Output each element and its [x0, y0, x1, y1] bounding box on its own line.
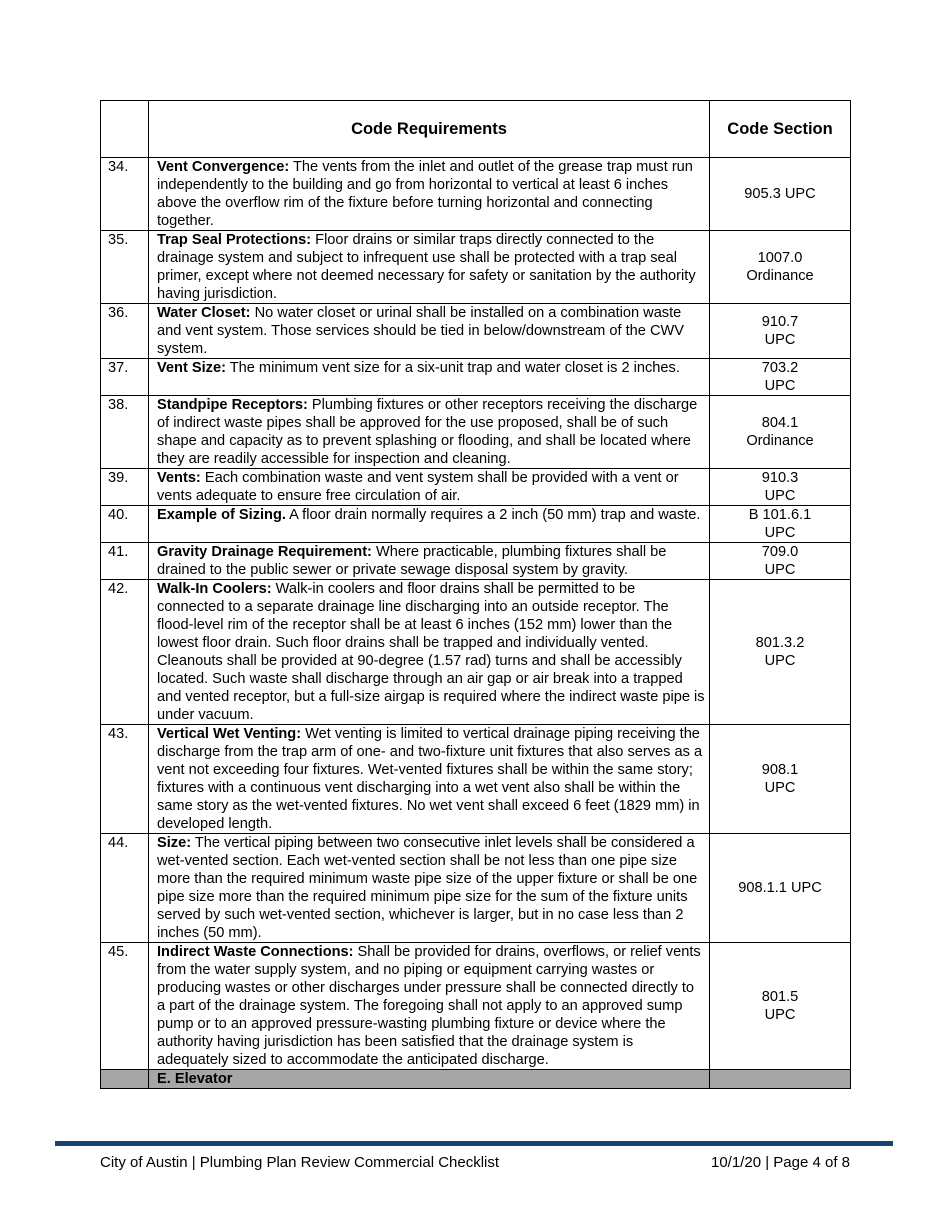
- code-section-cell: [710, 231, 851, 304]
- table-row: [101, 580, 851, 725]
- row-number: 39.: [101, 469, 149, 506]
- table-row: [101, 396, 851, 469]
- requirement-cell: [149, 543, 710, 580]
- code-section-line2: UPC: [764, 488, 796, 504]
- code-section-line1: 905.3 UPC: [744, 186, 816, 202]
- code-section-line2: UPC: [764, 780, 796, 796]
- requirement-text: Wet venting is limited to vertical drainage piping receiving the discharge from the trap arm of one- and two-fixture unit fixtures that also serves as a vent not exceeding four fixtures. Wet-vented fixtures shall be within the same story; fixtures with a continuous vent discharging into a wet vent also shall be within the same story as the wet-vented fixtures. No wet vent shall exceed 6 feet (1829 mm) in developed length.: [157, 726, 703, 832]
- code-section-cell: [710, 506, 851, 543]
- requirement-text: A floor drain normally requires a 2 inch (50 mm) trap and waste.: [285, 507, 701, 523]
- requirement-title: Vertical Wet Venting:: [157, 726, 302, 742]
- table-row: [101, 231, 851, 304]
- footer-rule: [55, 1141, 893, 1146]
- requirement-cell: [149, 359, 710, 396]
- code-section-cell: [710, 158, 851, 231]
- code-section-line1: 804.1: [761, 415, 799, 431]
- code-section-cell: [710, 469, 851, 506]
- row-number: 43.: [101, 725, 149, 834]
- requirement-title: Water Closet:: [157, 305, 251, 321]
- requirement-cell: [149, 231, 710, 304]
- header-number: [101, 101, 149, 158]
- table-row: [101, 469, 851, 506]
- table-row: [101, 943, 851, 1070]
- code-section-cell: [710, 396, 851, 469]
- section-heading-row: [101, 1070, 851, 1089]
- requirement-text: Plumbing fixtures or other receptors receiving the discharge of indirect waste pipes shall be approved for the use proposed, shall be of such shape and capacity as to prevent splashing or flooding, and shall be located where they are readily accessible for inspection and cleaning.: [157, 397, 698, 467]
- row-number: 42.: [101, 580, 149, 725]
- requirement-cell: [149, 304, 710, 359]
- code-section-line1: 801.5: [761, 989, 799, 1005]
- requirement-title: Size:: [157, 835, 192, 851]
- table-row: [101, 506, 851, 543]
- code-section-cell: [710, 543, 851, 580]
- code-section-line2: Ordinance: [746, 268, 814, 284]
- requirement-cell: [149, 725, 710, 834]
- code-section-line1: 908.1.1 UPC: [738, 880, 822, 896]
- section-heading: E. Elevator: [149, 1070, 710, 1089]
- requirement-cell: [149, 943, 710, 1070]
- table-row: [101, 359, 851, 396]
- code-section-line1: 703.2: [761, 360, 799, 376]
- requirement-text: Each combination waste and vent system shall be provided with a vent or vents adequate to ensure free circulation of air.: [157, 470, 679, 504]
- section-heading-number: [101, 1070, 149, 1089]
- requirement-text: Shall be provided for drains, overflows, or relief vents from the water supply system, and no piping or equipment carrying wastes or producing wastes or other discharges under pressure shall be connected directly to a part of the drainage system. The foregoing shall not apply to an approved sump pump or to an approved pressure-wasting plumbing fixture or device where the authority having jurisdiction has been satisfied that the drainage system is adequately sized to accommodate the anticipated discharge.: [157, 944, 701, 1068]
- requirement-title: Indirect Waste Connections:: [157, 944, 354, 960]
- row-number: 35.: [101, 231, 149, 304]
- requirement-text: The vertical piping between two consecutive inlet levels shall be considered a wet-vented section. Each wet-vented section shall be not less than one pipe size more than the required minimum waste pipe size of the upper fixture or shall be one pipe size more than the required minimum pipe size for the sum of the fixture units served by such wet-vented section, whichever is larger, but in no case less than 2 inches (50 mm).: [157, 835, 698, 941]
- row-number: 37.: [101, 359, 149, 396]
- code-section-cell: [710, 943, 851, 1070]
- footer-document-title: City of Austin | Plumbing Plan Review Commercial Checklist: [100, 1154, 500, 1171]
- requirement-title: Vent Convergence:: [157, 159, 290, 175]
- code-section-line1: 1007.0: [757, 250, 803, 266]
- section-heading-code: [710, 1070, 851, 1089]
- code-section-line2: UPC: [764, 525, 796, 541]
- requirement-text: The minimum vent size for a six-unit trap and water closet is 2 inches.: [225, 360, 680, 376]
- code-section-line1: 801.3.2: [755, 635, 805, 651]
- code-section-cell: [710, 834, 851, 943]
- requirement-text: The vents from the inlet and outlet of the grease trap must run independently to the building and go from horizontal to vertical at least 6 inches above the overflow rim of the fixture before turning horizontal and connecting together.: [157, 159, 693, 229]
- table-row: [101, 543, 851, 580]
- requirement-title: Walk-In Coolers:: [157, 581, 272, 597]
- requirement-cell: [149, 834, 710, 943]
- requirement-text: Walk-in coolers and floor drains shall be permitted to be connected to a separate drainage line discharging into an outside receptor. The flood-level rim of the receptor shall be at least 6 inches (152 mm) lower than the lowest floor drain. Such floor drains shall be trapped and individually vented. Cleanouts shall be provided at 90-degree (1.57 rad) turns and shall be accessibly located. Such waste shall discharge through an air gap or air break into a trapped and vented receptor, but a full-size airgap is required where the indirect waste pipe is under vacuum.: [157, 581, 705, 723]
- header-code-section: Code Section: [710, 101, 851, 158]
- checklist-table: [100, 100, 851, 1089]
- requirement-cell: [149, 469, 710, 506]
- requirement-cell: [149, 506, 710, 543]
- footer-date-page: 10/1/20 | Page 4 of 8: [710, 1154, 850, 1171]
- code-section-line1: 709.0: [761, 544, 799, 560]
- code-section-line1: 910.3: [761, 470, 799, 486]
- code-section-cell: [710, 304, 851, 359]
- code-section-line1: B 101.6.1: [748, 507, 812, 523]
- code-section-cell: [710, 725, 851, 834]
- code-section-line2: UPC: [764, 653, 796, 669]
- requirement-title: Vent Size:: [157, 360, 226, 376]
- row-number: 41.: [101, 543, 149, 580]
- requirement-text: Floor drains or similar traps directly connected to the drainage system and subject to infrequent use shall be protected with a trap seal primer, except where not deemed necessary for safety or sanitation by the authority having jurisdiction.: [157, 232, 696, 302]
- table-header-row: [101, 101, 851, 158]
- table-row: [101, 304, 851, 359]
- table-row: [101, 834, 851, 943]
- requirement-title: Standpipe Receptors:: [157, 397, 308, 413]
- code-section-cell: [710, 580, 851, 725]
- code-section-line2: Ordinance: [746, 433, 814, 449]
- requirement-title: Trap Seal Protections:: [157, 232, 312, 248]
- code-section-line2: UPC: [764, 332, 796, 348]
- requirement-cell: [149, 158, 710, 231]
- requirement-title: Example of Sizing.: [157, 507, 286, 523]
- requirement-cell: [149, 580, 710, 725]
- row-number: 38.: [101, 396, 149, 469]
- requirement-title: Vents:: [157, 470, 201, 486]
- row-number: 34.: [101, 158, 149, 231]
- row-number: 44.: [101, 834, 149, 943]
- requirement-title: Gravity Drainage Requirement:: [157, 544, 372, 560]
- table-row: [101, 725, 851, 834]
- requirement-cell: [149, 396, 710, 469]
- code-section-line1: 910.7: [761, 314, 799, 330]
- row-number: 40.: [101, 506, 149, 543]
- code-section-cell: [710, 359, 851, 396]
- requirement-text: Where practicable, plumbing fixtures shall be drained to the public sewer or private sewage disposal system by gravity.: [157, 544, 667, 578]
- code-section-line2: UPC: [764, 1007, 796, 1023]
- requirement-text: No water closet or urinal shall be installed on a combination waste and vent system. Those services should be tied in below/downstream of the CWV system.: [157, 305, 684, 357]
- table-row: [101, 158, 851, 231]
- code-section-line2: UPC: [764, 378, 796, 394]
- code-section-line1: 908.1: [761, 762, 799, 778]
- header-code-requirements: Code Requirements: [149, 101, 710, 158]
- row-number: 45.: [101, 943, 149, 1070]
- row-number: 36.: [101, 304, 149, 359]
- code-section-line2: UPC: [764, 562, 796, 578]
